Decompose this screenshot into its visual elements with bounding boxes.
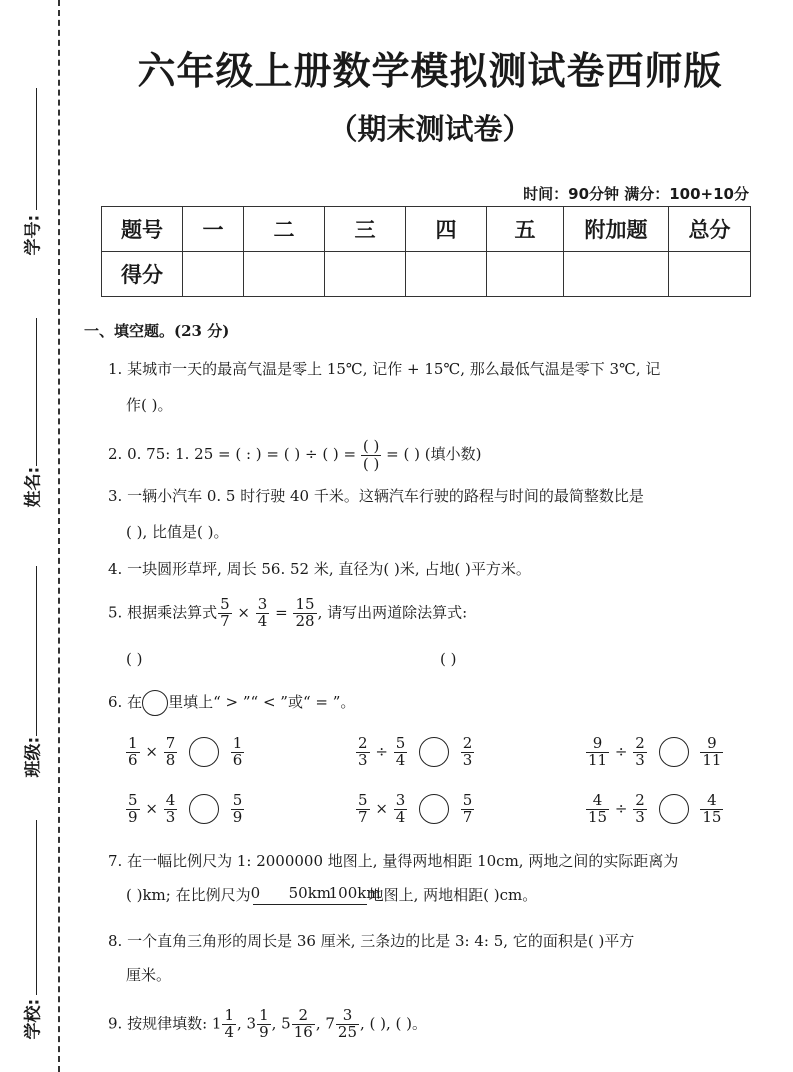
denominator: 9 [128, 807, 138, 826]
denominator: 11 [702, 750, 722, 769]
comparison-item [125, 736, 245, 769]
fraction [222, 1008, 236, 1041]
compare-circle-input[interactable] [189, 737, 219, 767]
denominator: 9 [232, 807, 243, 826]
denominator: 8 [165, 750, 176, 769]
operator: × [145, 799, 158, 818]
denominator: 28 [295, 611, 315, 630]
numerator: 2 [635, 791, 645, 809]
circle-icon [142, 690, 168, 716]
operator: ÷ [614, 799, 628, 818]
denominator: 7 [462, 807, 473, 826]
numerator: 1 [128, 734, 138, 752]
fraction [257, 1008, 271, 1041]
name-label: 姓名: [23, 466, 44, 508]
question-7-line-2 [126, 884, 537, 908]
denominator: 9 [259, 1022, 269, 1041]
score-cell[interactable] [183, 252, 244, 297]
scale-bar [250, 884, 381, 908]
score-cell[interactable] [487, 252, 564, 297]
numerator: 7 [165, 734, 176, 752]
operator: × [375, 799, 388, 818]
fraction [700, 736, 723, 769]
whole-number: , 7 [315, 1014, 335, 1033]
fraction [394, 736, 408, 769]
fraction [394, 793, 408, 826]
question-8-line-1: 8. 一个直角三角形的周长是 36 厘米, 三条边的比是 3: 4: 5, 它的面积是( )平方 [108, 932, 635, 950]
score-table [101, 206, 751, 297]
equals-sign: = [275, 603, 288, 622]
operator: ÷ [375, 742, 388, 761]
question-7-line-1: 7. 在一幅比例尺为 1: 2000000 地图上, 量得两地相距 10cm, 两地之间的实际距离为 [108, 852, 679, 870]
score-cell[interactable] [406, 252, 487, 297]
question-2 [108, 438, 481, 472]
table-cell: 总分 [669, 207, 751, 252]
numerator: 9 [700, 736, 723, 753]
denominator: 15 [702, 807, 722, 826]
fraction [164, 736, 178, 769]
question-5-prefix: 5. 根据乘法算式 [108, 603, 218, 622]
question-6-prefix: 6. 在 [108, 693, 143, 711]
table-cell: 二 [244, 207, 325, 252]
question-3-line-1: 3. 一辆小汽车 0. 5 时行驶 40 千米。这辆汽车行驶的路程与时间的最简整数比是 [108, 487, 644, 505]
blank-fraction [361, 438, 381, 472]
numerator: 4 [586, 793, 609, 810]
school-label: 学校: [23, 998, 44, 1040]
answer-blank[interactable]: ( ) [440, 650, 457, 668]
table-cell: 五 [487, 207, 564, 252]
table-cell: 三 [325, 207, 406, 252]
fraction [292, 1008, 315, 1041]
fraction [218, 597, 232, 630]
denominator: 4 [395, 807, 406, 826]
denominator: 25 [337, 1022, 358, 1041]
numerator: 3 [336, 1008, 359, 1025]
fraction [126, 793, 140, 826]
numerator: 2 [292, 1008, 315, 1025]
section-title: 一、填空题。(23 分) [84, 322, 230, 340]
binding-dashed-line [58, 0, 60, 1072]
numerator: 3 [395, 791, 406, 809]
numerator: 5 [358, 791, 368, 809]
fraction [356, 736, 370, 769]
question-7-text-a: ( )km; 在比例尺为 [126, 886, 251, 904]
numerator: 5 [395, 734, 406, 752]
score-cell[interactable] [564, 252, 669, 297]
question-7-text-b: 地图上, 两地相距( )cm。 [368, 886, 538, 904]
fraction [586, 736, 609, 769]
comparison-item [355, 736, 475, 769]
scale-tick-0: 0 [250, 884, 261, 902]
fraction [461, 793, 475, 826]
denominator: 16 [293, 1022, 313, 1041]
question-1-line-2: 作( )。 [126, 396, 173, 414]
denominator: 4 [257, 611, 268, 630]
question-8-line-2: 厘米。 [126, 966, 172, 984]
numerator: 5 [462, 791, 473, 809]
answer-blank[interactable]: ( ) [126, 650, 143, 668]
page-subtitle: （期末测试卷） [328, 112, 532, 146]
student-id-line [36, 88, 37, 210]
question-4: 4. 一块圆形草坪, 周长 56. 52 米, 直径为( )米, 占地( )平方米。 [108, 560, 531, 578]
denominator: 7 [358, 807, 368, 826]
denominator: 4 [224, 1022, 234, 1041]
fraction [293, 597, 316, 630]
table-cell: 附加题 [564, 207, 669, 252]
denominator: 6 [128, 750, 138, 769]
numerator: 15 [295, 595, 315, 613]
numerator: 4 [165, 791, 176, 809]
numerator: 5 [128, 791, 138, 809]
score-cell[interactable] [669, 252, 751, 297]
fraction [336, 1008, 359, 1041]
compare-circle-input[interactable] [659, 737, 689, 767]
question-6 [108, 690, 355, 716]
numerator: 3 [257, 595, 268, 613]
denominator: 3 [165, 807, 176, 826]
scale-tick-50: 50km [288, 884, 332, 902]
comparison-item [355, 793, 475, 826]
numerator: 5 [220, 595, 230, 613]
fraction [633, 793, 647, 826]
times-sign: × [237, 603, 250, 622]
question-9-suffix: , ( ), ( )。 [360, 1014, 428, 1033]
table-cell: 四 [406, 207, 487, 252]
question-1-line-1: 1. 某城市一天的最高气温是零上 15℃, 记作 + 15℃, 那么最低气温是零下 3℃, 记 [108, 360, 661, 378]
fraction [164, 793, 178, 826]
compare-circle-input[interactable] [419, 737, 449, 767]
question-5 [108, 597, 467, 630]
fraction [586, 793, 609, 826]
fraction [700, 793, 723, 826]
whole-number: , 3 [237, 1014, 257, 1033]
scale-tick-100: 100km [328, 884, 381, 902]
denominator: 4 [395, 750, 406, 769]
fraction [461, 736, 475, 769]
comparison-item [585, 736, 724, 769]
numerator: 9 [586, 736, 609, 753]
question-6-suffix: 里填上“ > ”“ < ”或“ = ”。 [168, 693, 356, 711]
denominator: 3 [358, 750, 368, 769]
denominator: 15 [588, 807, 608, 826]
compare-circle-input[interactable] [419, 794, 449, 824]
school-line [36, 820, 37, 995]
numerator: 2 [635, 734, 645, 752]
name-line [36, 318, 37, 466]
question-9-prefix: 9. 按规律填数: 1 [108, 1014, 222, 1033]
denominator: 11 [588, 750, 608, 769]
numerator: 1 [232, 734, 243, 752]
comparison-item [125, 793, 245, 826]
compare-circle-input[interactable] [659, 794, 689, 824]
fraction [633, 736, 647, 769]
denominator: 3 [462, 750, 473, 769]
operator: × [145, 742, 158, 761]
blank-fraction-denominator: ( ) [362, 454, 380, 473]
fraction [256, 597, 270, 630]
numerator: 1 [259, 1006, 269, 1024]
score-cell[interactable] [244, 252, 325, 297]
student-id-label: 学号: [23, 214, 44, 256]
table-cell: 题号 [102, 207, 183, 252]
score-table-score-row [102, 252, 751, 297]
score-cell[interactable] [325, 252, 406, 297]
fraction [231, 793, 245, 826]
page-title: 六年级上册数学模拟测试卷西师版 [137, 49, 723, 93]
fraction [231, 736, 245, 769]
question-3-line-2: ( ), 比值是( )。 [126, 523, 229, 541]
fraction [126, 736, 140, 769]
class-line [36, 566, 37, 736]
question-5-suffix: , 请写出两道除法算式: [317, 603, 468, 622]
denominator: 3 [635, 750, 645, 769]
scale-bar-line [253, 904, 367, 905]
numerator: 2 [358, 734, 368, 752]
numerator: 4 [700, 793, 723, 810]
score-table-header-row [102, 207, 751, 252]
table-cell: 一 [183, 207, 244, 252]
table-cell: 得分 [102, 252, 183, 297]
denominator: 6 [232, 750, 243, 769]
denominator: 3 [635, 807, 645, 826]
exam-meta: 时间：90分钟 满分：100+10分 [523, 185, 749, 203]
blank-fraction-numerator: ( ) [362, 437, 380, 455]
class-label: 班级: [23, 736, 44, 778]
compare-circle-input[interactable] [189, 794, 219, 824]
numerator: 5 [232, 791, 243, 809]
question-2-text-b: = ( ) (填小数) [386, 445, 482, 463]
question-9 [108, 1008, 427, 1041]
question-2-text-a: 2. 0. 75: 1. 25 = ( : ) = ( ) ÷ ( ) = [108, 445, 357, 463]
fraction [356, 793, 370, 826]
comparison-item [585, 793, 724, 826]
operator: ÷ [614, 742, 628, 761]
numerator: 1 [224, 1006, 234, 1024]
whole-number: , 5 [271, 1014, 291, 1033]
numerator: 2 [462, 734, 473, 752]
denominator: 7 [220, 611, 230, 630]
